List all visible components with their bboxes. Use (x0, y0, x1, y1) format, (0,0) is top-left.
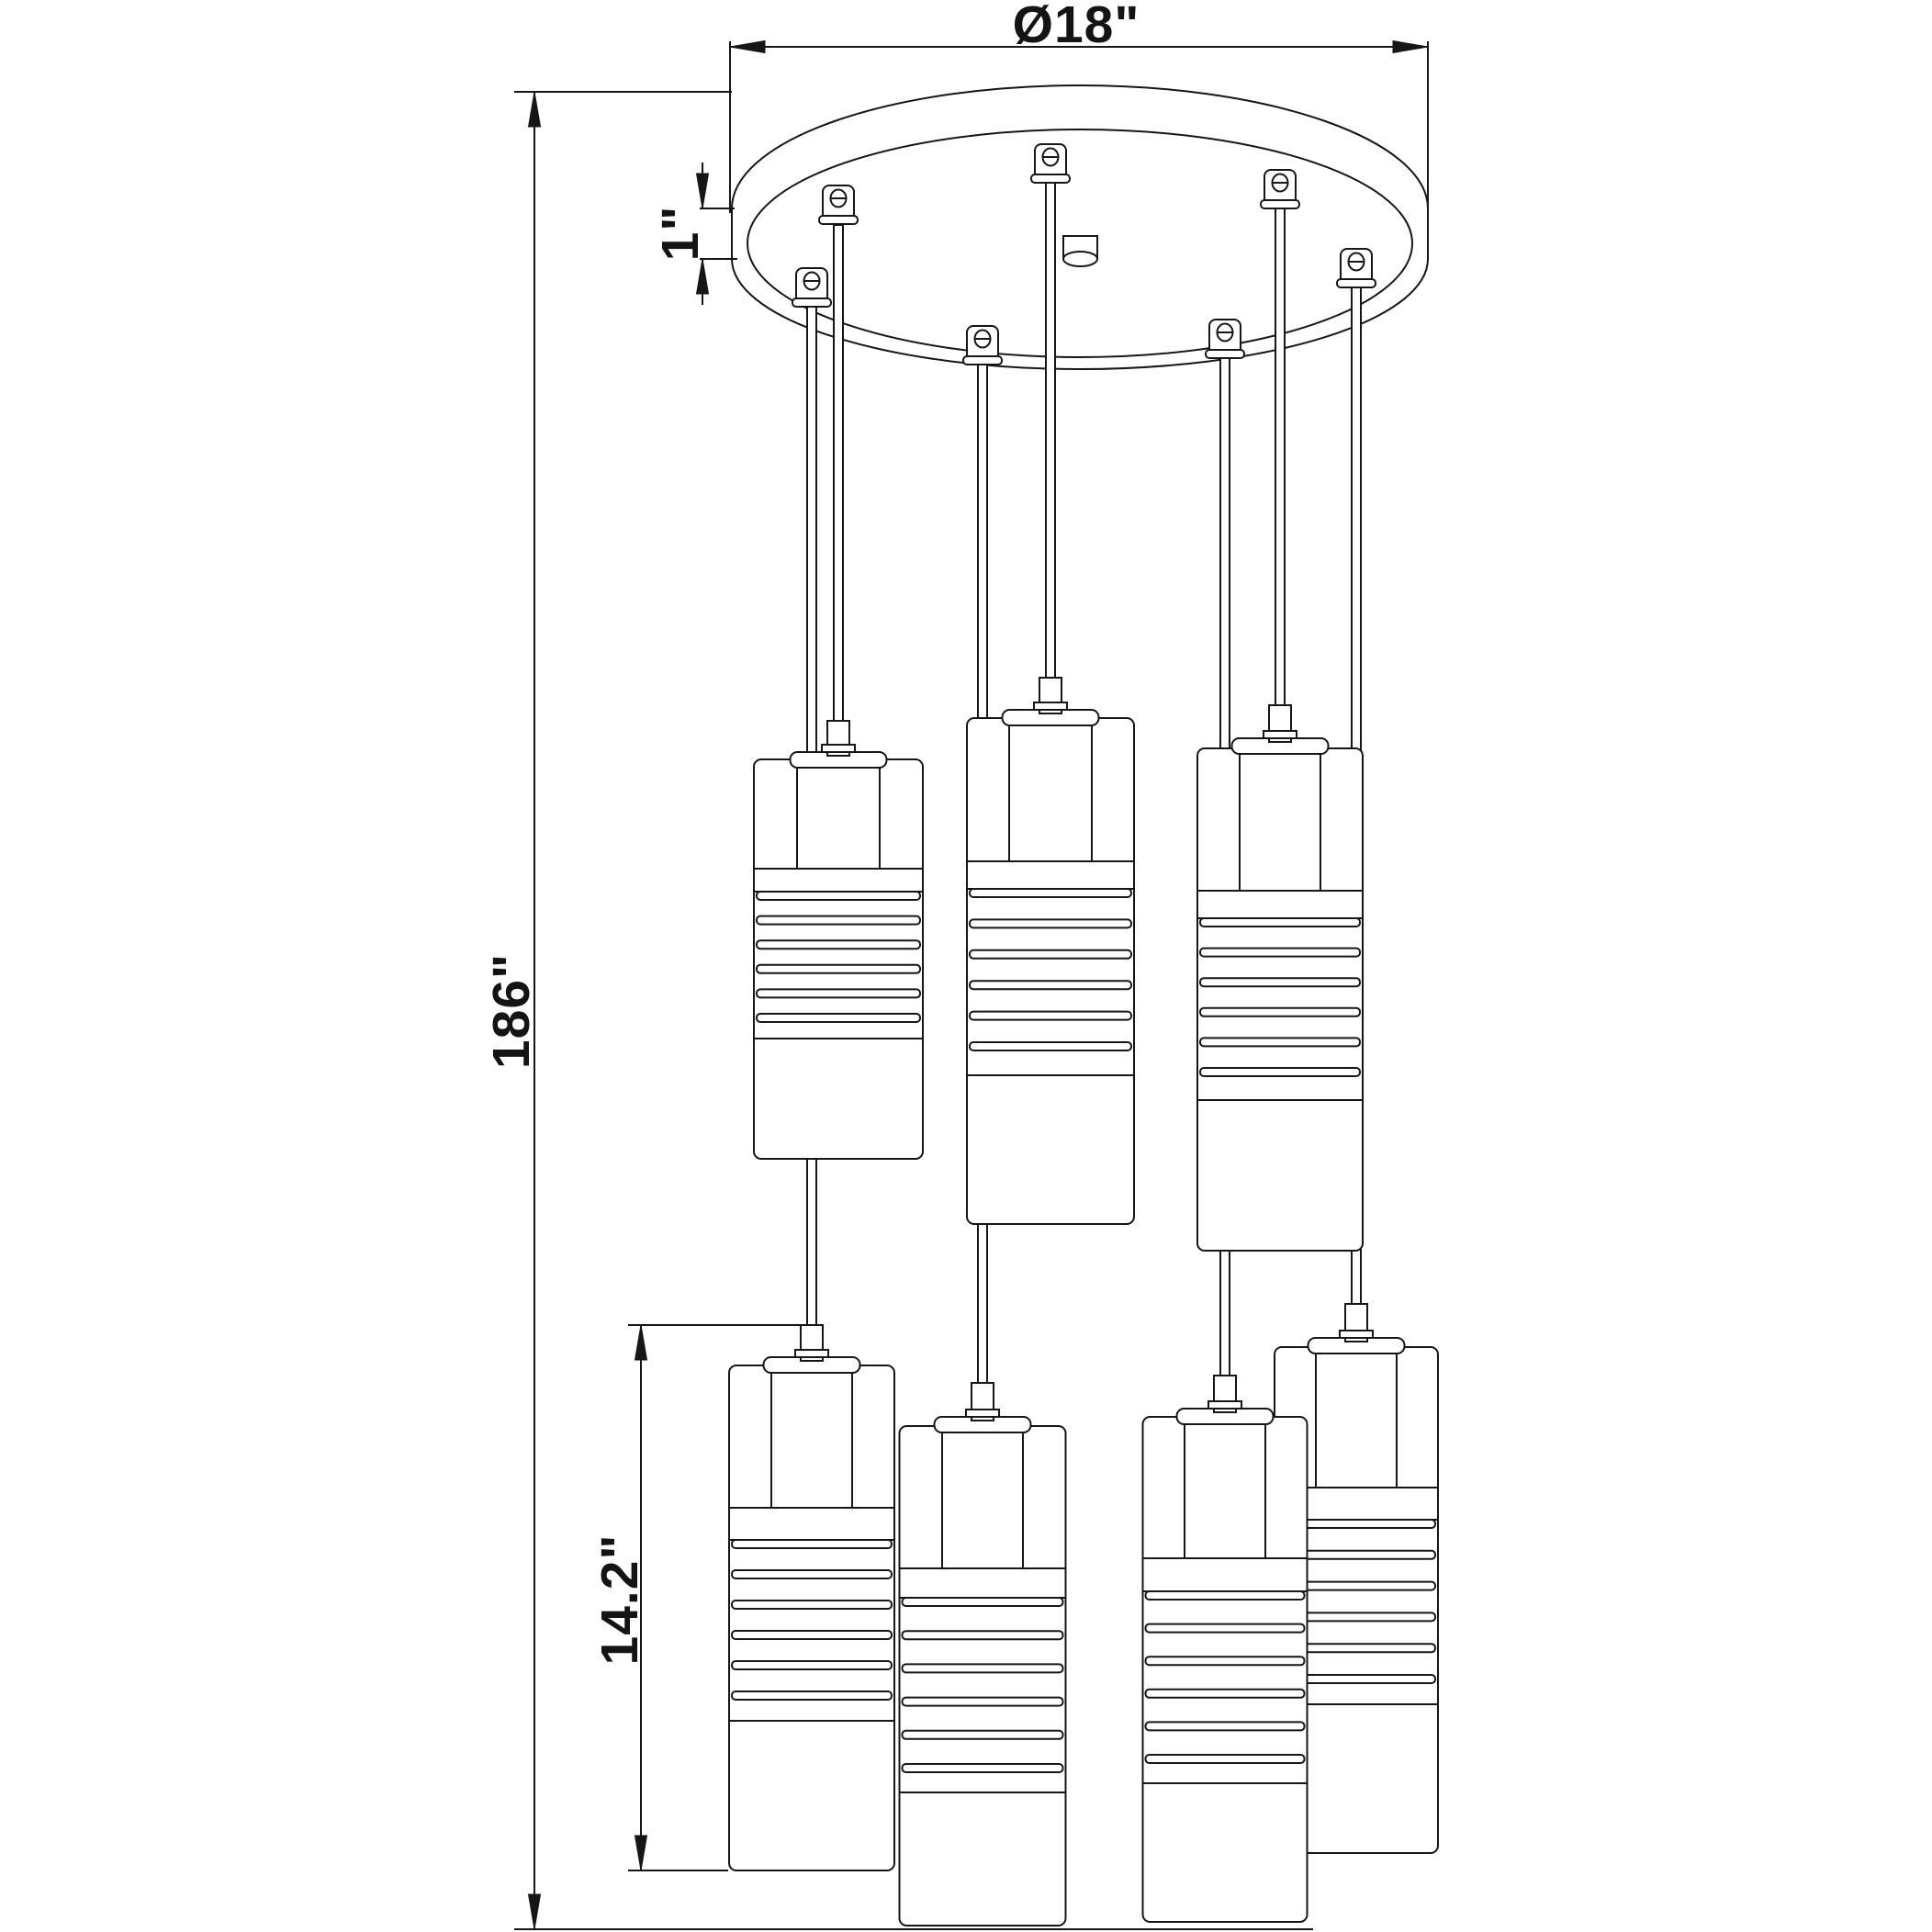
nipple-flare (1264, 731, 1297, 738)
nipple-flare (966, 1410, 999, 1417)
rib-groove (1200, 1038, 1360, 1046)
grip-lip (1031, 174, 1070, 183)
shade-body (967, 718, 1134, 1224)
shade-body (754, 759, 923, 1159)
cord-grip (792, 268, 831, 307)
cord (834, 225, 843, 721)
rib-groove (970, 1042, 1131, 1050)
rib-groove (757, 1014, 920, 1022)
rib-groove (757, 989, 920, 997)
pendant-shades (729, 678, 1438, 1926)
pendant-upper-right (1197, 705, 1363, 1251)
dimension-arrow (730, 41, 765, 53)
rib-groove (757, 965, 920, 973)
pendant-lower-mid-right (1143, 1376, 1308, 1922)
rib-groove (903, 1664, 1063, 1672)
rib-groove (1200, 918, 1360, 927)
grip-lip (792, 298, 831, 307)
grip-lip (1261, 200, 1299, 208)
rib-groove (732, 1631, 892, 1639)
cord-grip (1031, 144, 1070, 183)
rib-groove (1146, 1624, 1305, 1633)
cord-grip (1206, 320, 1244, 358)
dimension-arrow (635, 1325, 647, 1360)
shade-body (900, 1426, 1066, 1926)
cord-grip (819, 185, 858, 224)
nipple-flare (795, 1350, 828, 1357)
rib-groove (903, 1598, 1063, 1606)
rib-groove (1146, 1722, 1305, 1730)
rib-groove (732, 1570, 892, 1578)
cord (1046, 183, 1055, 678)
rib-groove (732, 1661, 892, 1669)
rib-groove (1200, 949, 1360, 957)
rib-groove (1146, 1591, 1305, 1600)
dimension-arrow (1393, 41, 1428, 53)
nipple-flare (822, 745, 855, 752)
dimension-arrow (697, 259, 709, 294)
nipple-flare (1034, 702, 1067, 710)
center-finial-bottom (1063, 252, 1097, 266)
overall-height-label: 186" (482, 952, 541, 1070)
pendant-upper-left (754, 721, 923, 1159)
rib-groove (970, 1012, 1131, 1020)
cord-grip (1261, 170, 1299, 208)
shade-body (729, 1365, 894, 1870)
grip-lip (963, 356, 1002, 365)
rib-groove (970, 919, 1131, 927)
canopy-diameter-label: Ø18" (1012, 0, 1140, 54)
rib-groove (732, 1691, 892, 1700)
rib-groove (732, 1540, 892, 1548)
rib-groove (732, 1601, 892, 1609)
cord-grip (963, 326, 1002, 365)
shade-body (1143, 1417, 1308, 1922)
rib-groove (970, 889, 1131, 897)
shade-height-label: 14.2" (590, 1533, 649, 1666)
rib-groove (1200, 1068, 1360, 1076)
grip-lip (1206, 350, 1244, 358)
dimension-arrow (529, 92, 541, 127)
dimension-arrow (635, 1836, 647, 1870)
rib-groove (970, 981, 1131, 989)
dimension-arrow (697, 174, 709, 208)
pendant-lower-mid-left (900, 1383, 1066, 1926)
cord-grip (1337, 249, 1376, 287)
rib-groove (757, 916, 920, 925)
rib-groove (1200, 978, 1360, 986)
rib-groove (903, 1764, 1063, 1772)
rib-groove (903, 1631, 1063, 1639)
rib-groove (970, 950, 1131, 959)
canopy-thickness-label: 1" (651, 205, 710, 262)
rib-groove (903, 1731, 1063, 1739)
rib-groove (757, 940, 920, 949)
pendant-lower-left (729, 1325, 894, 1870)
pendant-upper-middle (967, 678, 1134, 1224)
rib-groove (1146, 1690, 1305, 1698)
rib-groove (757, 892, 920, 900)
rib-groove (1146, 1657, 1305, 1665)
nipple-flare (1340, 1331, 1373, 1338)
grip-lip (1337, 279, 1376, 287)
rib-groove (1200, 1008, 1360, 1017)
rib-groove (1146, 1755, 1305, 1763)
rib-groove (903, 1698, 1063, 1706)
nipple-flare (1208, 1401, 1241, 1409)
grip-lip (819, 216, 858, 224)
shade-body (1197, 748, 1363, 1251)
cord (1275, 208, 1285, 705)
dimension-arrow (529, 1894, 541, 1929)
